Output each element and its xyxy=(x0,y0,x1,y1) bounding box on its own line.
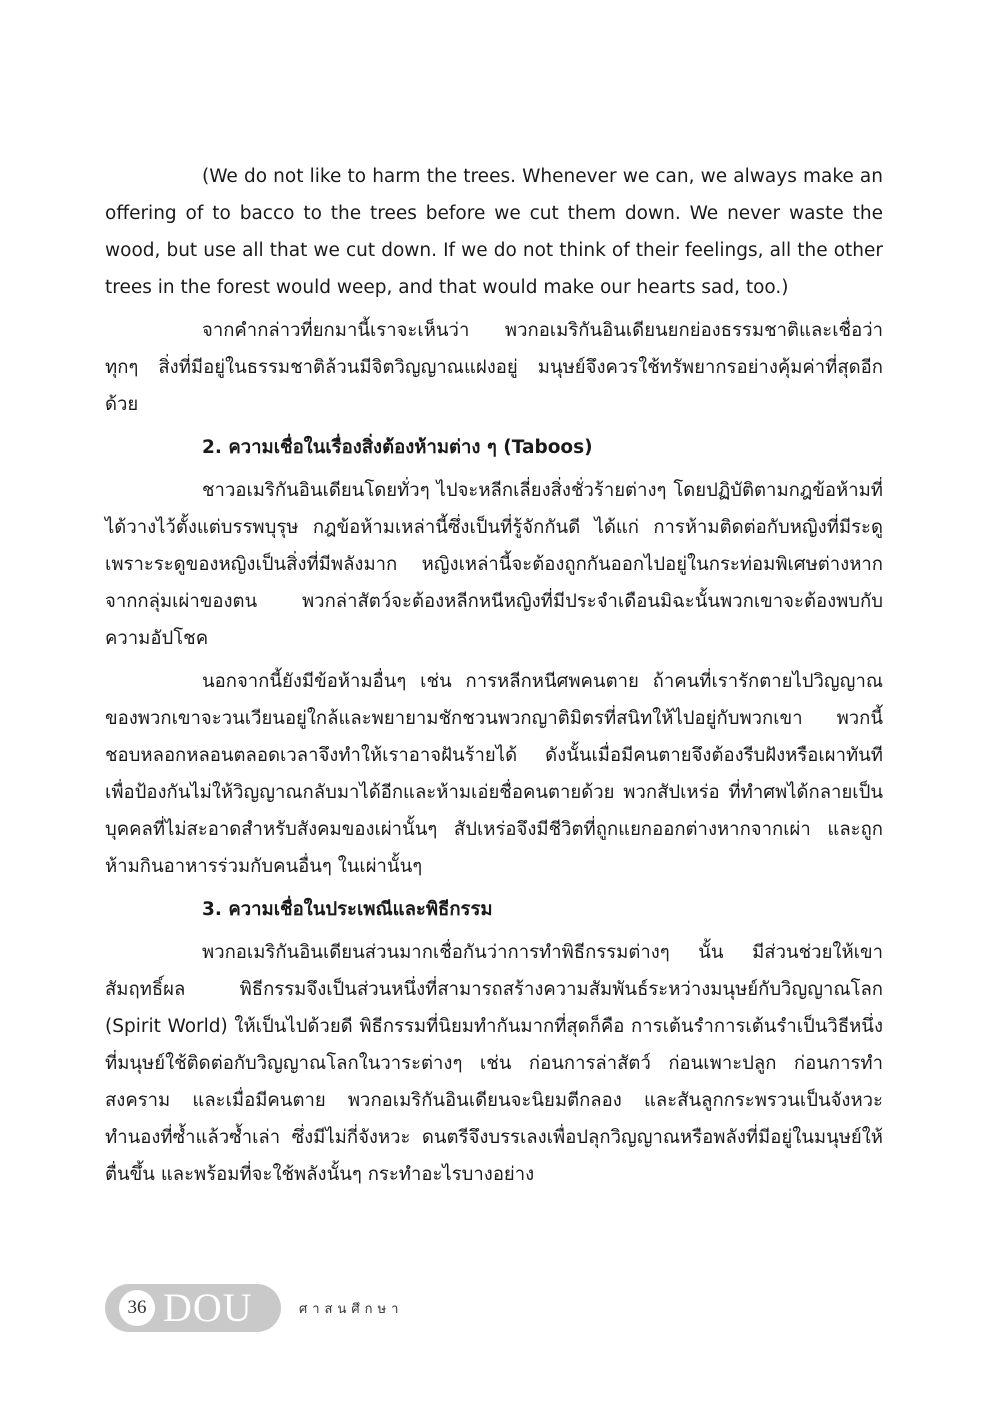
brand-logo: DOU xyxy=(163,1285,253,1330)
english-quote-paragraph: (We do not like to harm the trees. Whenever we can, we always make an offering of to bacco to the trees before we cut them down. We never waste the wood, but use all that we cut down. If we do not think of their feelings, all the other trees in the forest would weep, and that would make our hearts sad, too.) xyxy=(105,166,883,298)
page-number: 36 xyxy=(119,1290,155,1326)
taboos-paragraph-1: ชาวอเมริกันอินเดียนโดยทั่วๆ ไปจะหลีกเลี่ยงสิ่งชั่วร้ายต่างๆ โดยปฏิบัติตามกฎข้อห้ามที่ได้วางไว้ตั้งแต่บรรพบุรุษ กฎข้อห้ามเหล่านี้ซึ่งเป็นที่รู้จักกันดี ได้แก่ การห้ามติดต่อกับหญิงที่มีระดู เพราะระดูของหญิงเป็นสิ่งที่มีพลังมาก หญิงเหล่านี้จะต้องถูกกันออกไปอยู่ในกระท่อมพิเศษต่างหาก จากกลุ่มเผ่าของตน พวกล่าสัตว์จะต้องหลีกหนีหญิงที่มีประจำเดือนมิฉะนั้นพวกเขาจะต้องพบกับความอัปโชค xyxy=(105,480,883,649)
section-heading-taboos: 2. ความเชื่อในเรื่องสิ่งต้องห้ามต่าง ๆ (Taboos) xyxy=(202,437,593,458)
page-footer xyxy=(105,1283,403,1333)
course-subject: ศาสนศึกษา xyxy=(299,1301,404,1317)
intro-conclusion-paragraph: จากคำกล่าวที่ยกมานี้เราจะเห็นว่า พวกอเมริกันอินเดียนยกย่องธรรมชาติและเชื่อว่าทุกๆ สิ่งที่มีอยู่ในธรรมชาติล้วนมีจิตวิญญาณแฝงอยู่ มนุษย์จึงควรใช้ทรัพยากรอย่างคุ้มค่าที่สุดอีกด้วย xyxy=(105,320,883,415)
footer-badge xyxy=(105,1284,281,1332)
rituals-paragraph: พวกอเมริกันอินเดียนส่วนมากเชื่อกันว่าการทำพิธีกรรมต่างๆ นั้น มีส่วนช่วยให้เขาสัมฤทธิ์ผล พิธีกรรมจึงเป็นส่วนหนึ่งที่สามารถสร้างความสัมพันธ์ระหว่างมนุษย์กับวิญญาณโลก (Spirit World) ให้เป็นไปด้วยดี พิธีกรรมที่นิยมทำกันมากที่สุดก็คือ การเต้นรำการเต้นรำเป็นวิธีหนึ่งที่มนุษย์ใช้ติดต่อกับวิญญาณโลกในวาระต่างๆ เช่น ก่อนการล่าสัตว์ ก่อนเพาะปลูก ก่อนการทำสงคราม และเมื่อมีคนตาย พวกอเมริกันอินเดียนจะนิยมตีกลอง และสันลูกกระพรวนเป็นจังหวะทำนองที่ซ้ำแล้วซ้ำเล่า ซึ่งมีไม่กี่จังหวะ ดนตรีจึงบรรเลงเพื่อปลุกวิญญาณหรือพลังที่มีอยู่ในมนุษย์ให้ตื่นขึ้น และพร้อมที่จะใช้พลังนั้นๆ กระทำอะไรบางอย่าง xyxy=(105,942,883,1185)
section-heading-rituals: 3. ความเชื่อในประเพณีและพิธีกรรม xyxy=(202,899,493,920)
page-body xyxy=(105,158,883,1193)
taboos-paragraph-2: นอกจากนี้ยังมีข้อห้ามอื่นๆ เช่น การหลีกหนีศพคนตาย ถ้าคนที่เรารักตายไปวิญญาณของพวกเขาจะวนเวียนอยู่ใกล้และพยายามชักชวนพวกญาติมิตรที่สนิทให้ไปอยู่กับพวกเขา พวกนี้ชอบหลอกหลอนตลอดเวลาจึงทำให้เราอาจฝันร้ายได้ ดังนั้นเมื่อมีคนตายจึงต้องรีบฝังหรือเผาทันที เพื่อป้องกันไม่ให้วิญญาณกลับมาได้อีกและห้ามเอ่ยชื่อคนตายด้วย พวกสัปเหร่อ ที่ทำศพได้กลายเป็นบุคคลที่ไม่สะอาดสำหรับสังคมของเผ่านั้นๆ สัปเหร่อจึงมีชีวิตที่ถูกแยกออกต่างหากจากเผ่า และถูกห้ามกินอาหารร่วมกับคนอื่นๆ ในเผ่านั้นๆ xyxy=(105,671,883,877)
